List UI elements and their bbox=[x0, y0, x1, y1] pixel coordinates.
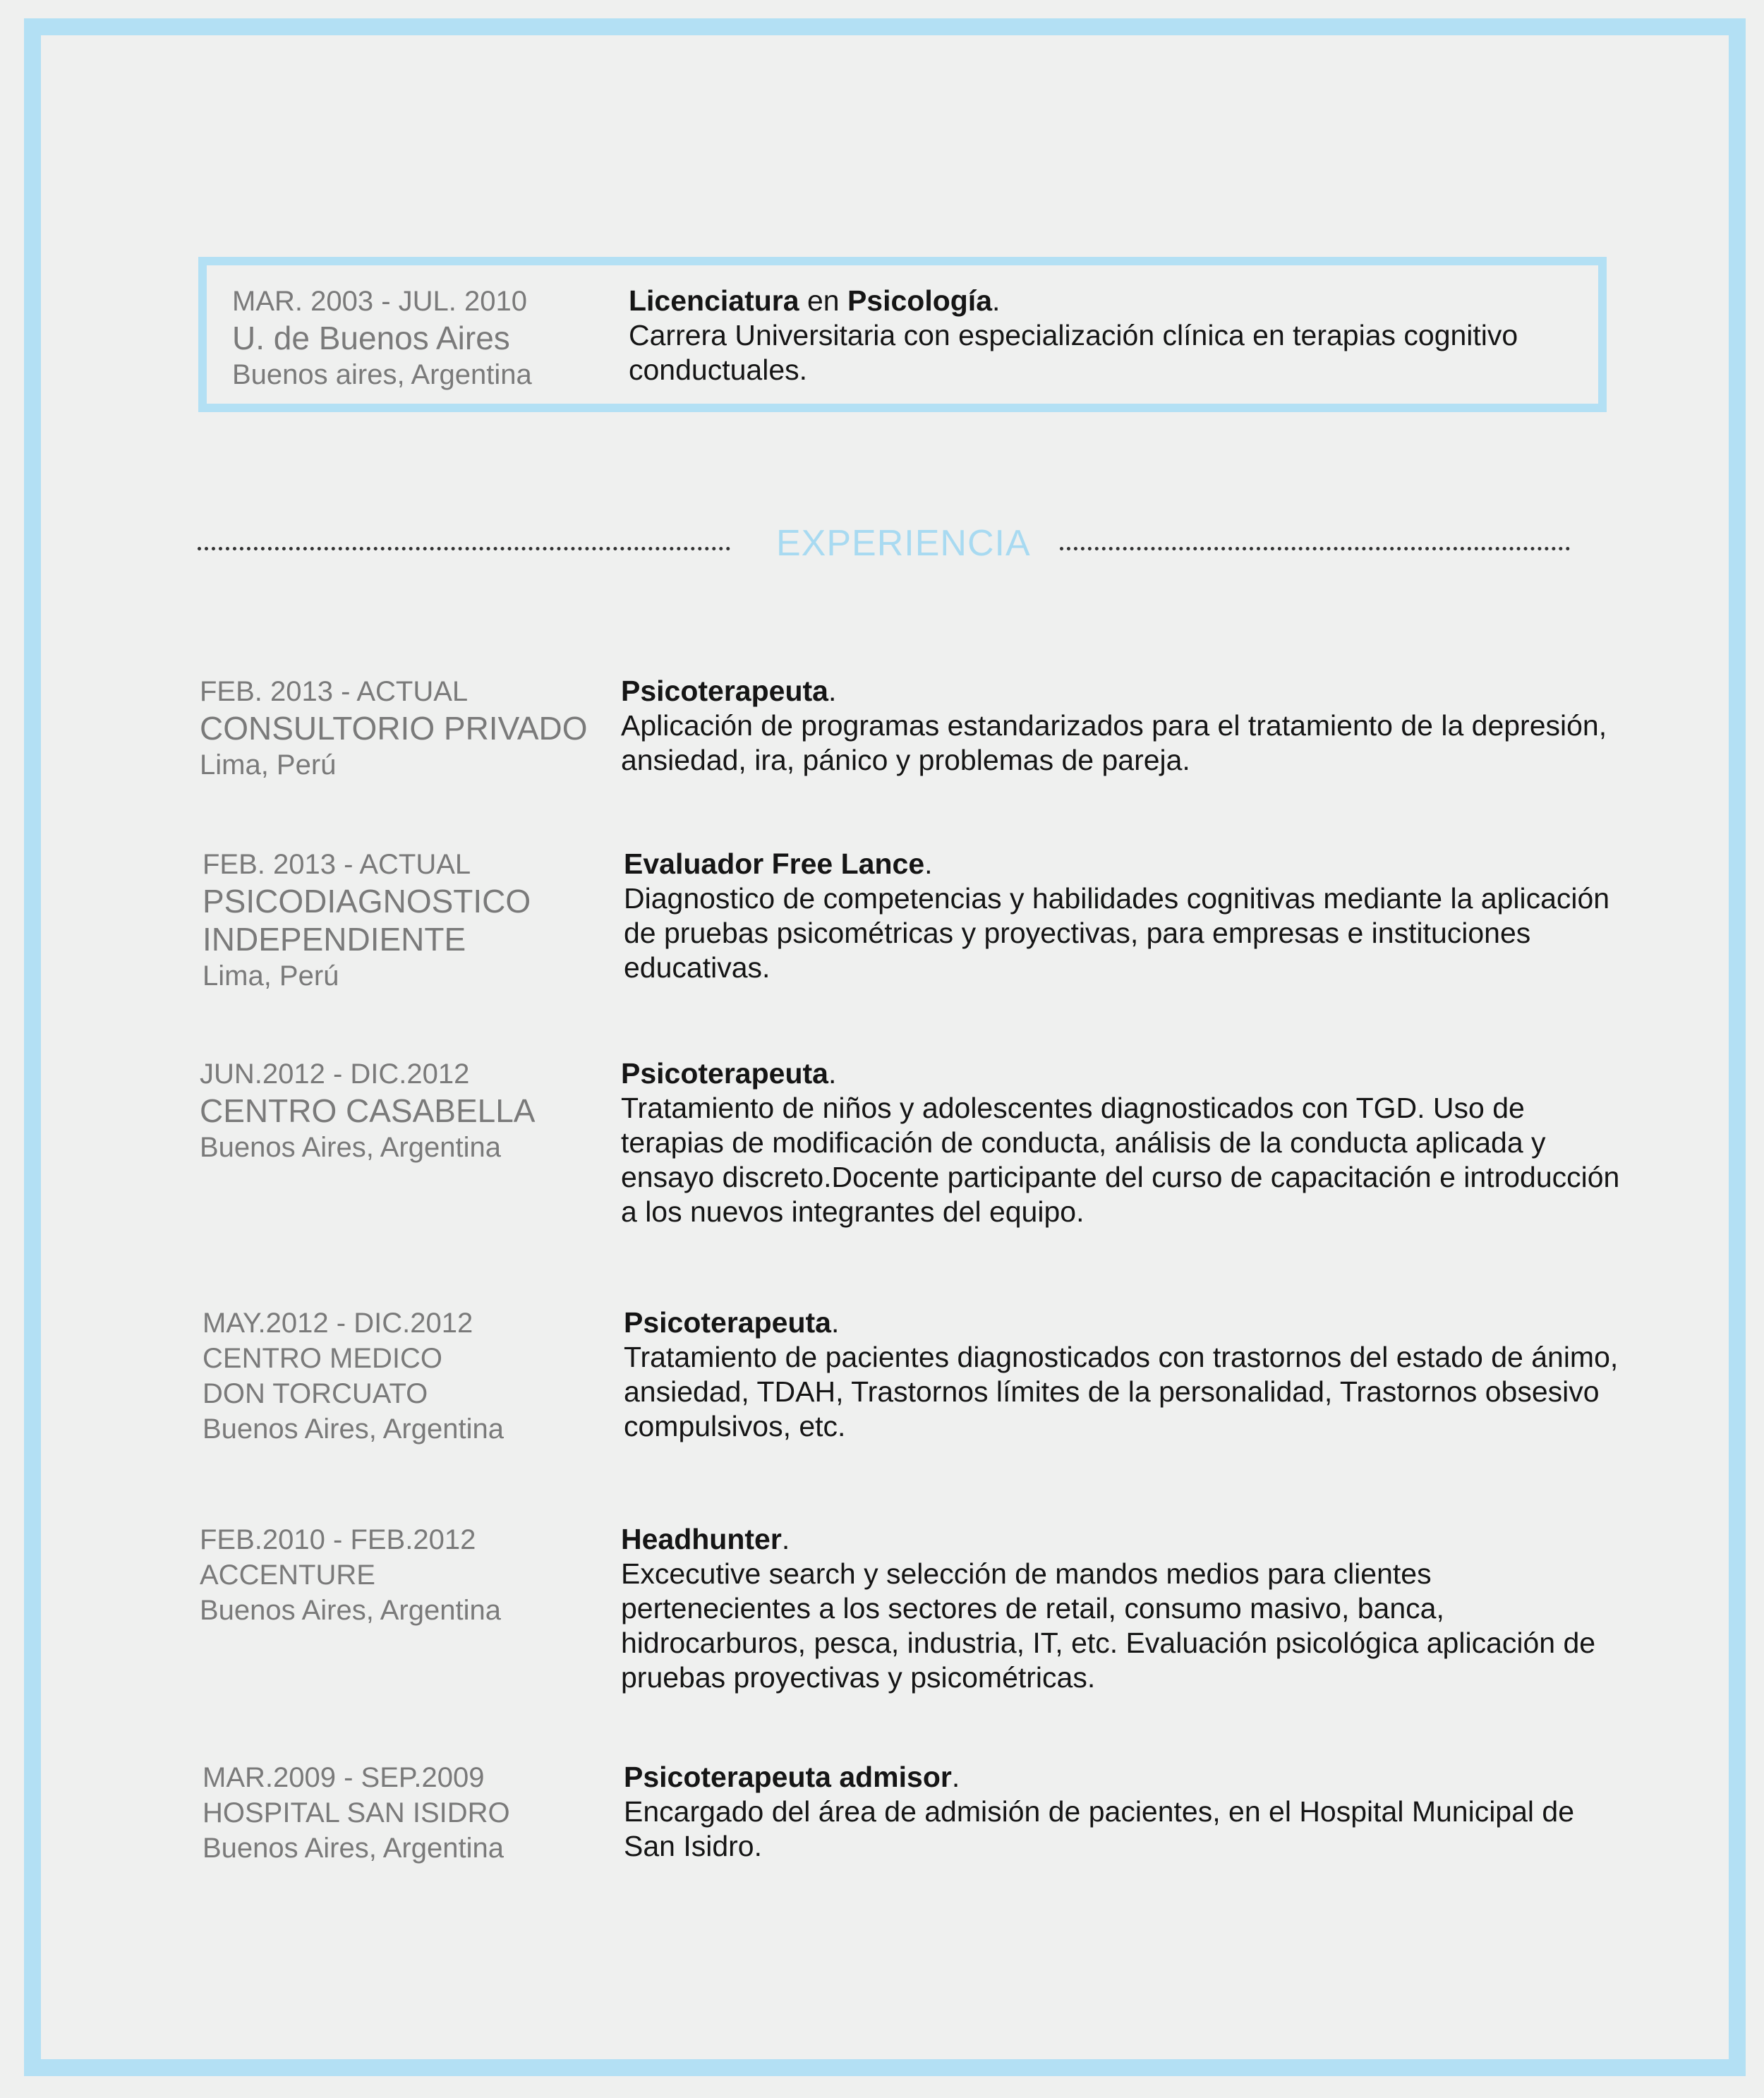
entry-role: Headhunter bbox=[621, 1523, 782, 1555]
entry-meta bbox=[203, 847, 531, 994]
entry-location: Buenos Aires, Argentina bbox=[200, 1132, 501, 1163]
entry-org: CENTRO CASABELLA bbox=[200, 1092, 536, 1129]
entry-description: Aplicación de programas estandarizados para el tratamiento de la depresión, ansiedad, ira, pánico y problemas de pareja. bbox=[621, 709, 1607, 776]
entry-description: Encargado del área de admisión de pacientes, en el Hospital Municipal de San Isidro. bbox=[624, 1795, 1575, 1862]
entry-role-line: Psicoterapeuta. bbox=[624, 1306, 840, 1339]
entry-description: Tratamiento de niños y adolescentes diagnosticados con TGD. Uso de terapias de modificación de conducta, análisis de la conducta aplicada y ensayo discreto.Docente participante del curso de capacitación e introducción a los nuevos integrantes del equipo. bbox=[621, 1092, 1620, 1228]
education-box bbox=[198, 257, 1607, 412]
degree-end: . bbox=[992, 284, 1001, 317]
degree-connector: en bbox=[799, 284, 847, 317]
entry-details bbox=[624, 847, 1626, 985]
entry-role: Psicoterapeuta bbox=[621, 1057, 828, 1090]
entry-org-line1: CENTRO MEDICO bbox=[203, 1343, 442, 1374]
degree-bold-1: Licenciatura bbox=[629, 284, 799, 317]
entry-date: MAR.2009 - SEP.2009 bbox=[203, 1762, 485, 1793]
entry-org: CONSULTORIO PRIVADO bbox=[200, 710, 588, 747]
education-date: MAR. 2003 - JUL. 2010 bbox=[232, 286, 527, 317]
education-details bbox=[629, 284, 1574, 387]
entry-role-line: Psicoterapeuta. bbox=[621, 1057, 837, 1090]
entry-meta bbox=[200, 1056, 535, 1165]
entry-description: Diagnostico de competencias y habilidades cognitivas mediante la aplicación de pruebas psicométricas y proyectivas, para empresas e instituciones educativas. bbox=[624, 882, 1610, 984]
entry-meta bbox=[200, 1522, 501, 1628]
entry-date: MAY.2012 - DIC.2012 bbox=[203, 1308, 473, 1339]
entry-details bbox=[621, 1056, 1623, 1229]
entry-role: Psicoterapeuta bbox=[624, 1306, 831, 1339]
education-degree bbox=[629, 284, 1574, 318]
entry-location: Buenos Aires, Argentina bbox=[200, 1595, 501, 1626]
entry-date: FEB.2010 - FEB.2012 bbox=[200, 1524, 476, 1555]
entry-org-line1: PSICODIAGNOSTICO bbox=[203, 883, 531, 920]
entry-location: Buenos Aires, Argentina bbox=[203, 1413, 504, 1445]
entry-role-line: Psicoterapeuta admisor. bbox=[624, 1761, 960, 1793]
entry-details bbox=[621, 674, 1623, 778]
entry-role: Psicoterapeuta admisor bbox=[624, 1761, 952, 1793]
entry-location: Lima, Perú bbox=[203, 960, 339, 991]
entry-role: Psicoterapeuta bbox=[621, 675, 828, 707]
dotted-divider-left bbox=[198, 547, 730, 550]
education-institution: U. de Buenos Aires bbox=[232, 320, 510, 356]
entry-role: Evaluador Free Lance bbox=[624, 848, 925, 880]
education-description: Carrera Universitaria con especialización clínica en terapias cognitivo conductuales. bbox=[629, 319, 1518, 386]
entry-org-line2: INDEPENDIENTE bbox=[203, 921, 466, 958]
entry-details bbox=[624, 1306, 1626, 1444]
entry-description: Tratamiento de pacientes diagnosticados con trastornos del estado de ánimo, ansiedad, TDAH, Trastornos límites de la personalidad, Trastornos obsesivo compulsivos, etc. bbox=[624, 1341, 1619, 1442]
section-title: EXPERIENCIA bbox=[776, 523, 1031, 564]
entry-meta bbox=[203, 1306, 504, 1447]
entry-location: Buenos Aires, Argentina bbox=[203, 1833, 504, 1864]
education-meta bbox=[232, 284, 532, 392]
entry-meta bbox=[203, 1760, 510, 1866]
entry-meta bbox=[200, 674, 588, 783]
entry-org: ACCENTURE bbox=[200, 1560, 375, 1591]
entry-role-line: Evaluador Free Lance. bbox=[624, 848, 933, 880]
entry-location: Lima, Perú bbox=[200, 749, 337, 780]
experience-header bbox=[198, 515, 1570, 572]
entry-org: HOSPITAL SAN ISIDRO bbox=[203, 1797, 510, 1828]
entry-role-line: Headhunter. bbox=[621, 1523, 790, 1555]
dotted-divider-right bbox=[1060, 547, 1570, 550]
degree-bold-2: Psicología bbox=[847, 284, 992, 317]
entry-org-line2: DON TORCUATO bbox=[203, 1378, 428, 1409]
entry-details bbox=[621, 1522, 1623, 1695]
entry-description: Excecutive search y selección de mandos medios para clientes pertenecientes a los sectores de retail, consumo masivo, banca, hidrocarburos, pesca, industria, IT, etc. Evaluación psicológica aplicación de pruebas proyectivas y psicométricas. bbox=[621, 1557, 1596, 1694]
education-location: Buenos aires, Argentina bbox=[232, 359, 532, 390]
entry-date: FEB. 2013 - ACTUAL bbox=[200, 676, 469, 707]
entry-date: JUN.2012 - DIC.2012 bbox=[200, 1059, 470, 1090]
entry-date: FEB. 2013 - ACTUAL bbox=[203, 849, 471, 880]
entry-details bbox=[624, 1760, 1626, 1864]
entry-role-line: Psicoterapeuta. bbox=[621, 675, 837, 707]
